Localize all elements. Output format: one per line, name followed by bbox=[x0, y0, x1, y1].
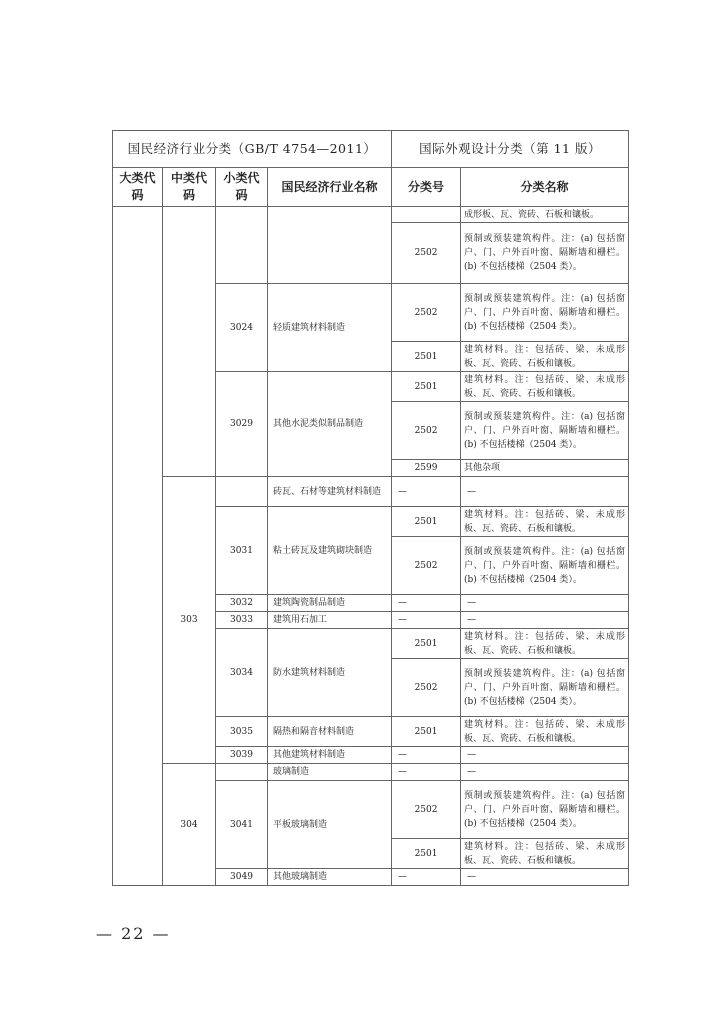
industry-name-cell: 平板玻璃制造 bbox=[268, 781, 392, 869]
class-no-cell: — bbox=[392, 477, 461, 507]
industry-name-cell: 玻璃制造 bbox=[268, 764, 392, 781]
class-no-cell: 2501 bbox=[392, 717, 461, 747]
industry-name-cell: 轻质建筑材料制造 bbox=[268, 284, 392, 372]
class-no-cell: 2502 bbox=[392, 781, 461, 839]
class-no-cell: — bbox=[392, 869, 461, 886]
class-name-cell: 预制或预装建筑构件。注：(a) 包括窗户、门、户外百叶窗、隔断墙和栅栏。(b) 不包括楼梯（2504 类）。 bbox=[461, 659, 629, 717]
column-header-row bbox=[113, 168, 629, 207]
page-number: — 22 — bbox=[96, 924, 171, 943]
class-no-cell: — bbox=[392, 595, 461, 612]
class-no-cell: 2501 bbox=[392, 839, 461, 869]
class-name-cell: 成形板、瓦、瓷砖、石板和镶板。 bbox=[461, 207, 629, 223]
industry-name-cell: 其他水泥类似制品制造 bbox=[268, 372, 392, 477]
minor-code-cell: 3049 bbox=[216, 869, 268, 886]
table-row bbox=[113, 764, 629, 781]
class-name-cell: — bbox=[461, 595, 629, 612]
industry-name-cell: 其他玻璃制造 bbox=[268, 869, 392, 886]
class-no-cell: 2502 bbox=[392, 223, 461, 284]
class-no-cell: 2502 bbox=[392, 659, 461, 717]
col-major-code-header: 大类代码 bbox=[113, 168, 163, 207]
minor-code-cell: 3031 bbox=[216, 507, 268, 595]
industry-name-cell: 隔热和隔音材料制造 bbox=[268, 717, 392, 747]
class-no-cell bbox=[392, 207, 461, 223]
minor-code-cell bbox=[216, 477, 268, 507]
class-name-cell: — bbox=[461, 477, 629, 507]
industry-name-cell bbox=[268, 207, 392, 284]
class-name-cell: — bbox=[461, 764, 629, 781]
class-name-cell: 建筑材料。注：包括砖、梁、未成形板、瓦、瓷砖、石板和镶板。 bbox=[461, 507, 629, 537]
col-minor-code-header: 小类代码 bbox=[216, 168, 268, 207]
class-name-cell: 其他杂项 bbox=[461, 460, 629, 477]
class-no-cell: — bbox=[392, 747, 461, 764]
middle-code-cell bbox=[163, 207, 216, 477]
col-class-name-header: 分类名称 bbox=[461, 168, 629, 207]
right-section-title: 国际外观设计分类（第 11 版） bbox=[392, 131, 629, 168]
class-no-cell: 2502 bbox=[392, 402, 461, 460]
middle-code-cell: 303 bbox=[163, 477, 216, 764]
table-row bbox=[113, 477, 629, 507]
class-name-cell: 预制或预装建筑构件。注：(a) 包括窗户、门、户外百叶窗、隔断墙和栅栏。(b) 不包括楼梯（2504 类）。 bbox=[461, 781, 629, 839]
class-name-cell: 建筑材料。注：包括砖、梁、未成形板、瓦、瓷砖、石板和镶板。 bbox=[461, 839, 629, 869]
class-name-cell: — bbox=[461, 612, 629, 629]
classification-table bbox=[112, 130, 629, 886]
minor-code-cell bbox=[216, 764, 268, 781]
class-name-cell: 建筑材料。注：包括砖、梁、未成形板、瓦、瓷砖、石板和镶板。 bbox=[461, 372, 629, 402]
class-name-cell: — bbox=[461, 869, 629, 886]
class-no-cell: — bbox=[392, 764, 461, 781]
minor-code-cell: 3039 bbox=[216, 747, 268, 764]
class-no-cell: 2501 bbox=[392, 342, 461, 372]
minor-code-cell bbox=[216, 207, 268, 284]
industry-name-cell: 粘土砖瓦及建筑砌块制造 bbox=[268, 507, 392, 595]
industry-name-cell: 防水建筑材料制造 bbox=[268, 629, 392, 717]
industry-name-cell: 其他建筑材料制造 bbox=[268, 747, 392, 764]
minor-code-cell: 3032 bbox=[216, 595, 268, 612]
class-name-cell: 建筑材料。注：包括砖、梁、未成形板、瓦、瓷砖、石板和镶板。 bbox=[461, 629, 629, 659]
left-section-title: 国民经济行业分类（GB/T 4754—2011） bbox=[113, 131, 392, 168]
industry-name-cell: 砖瓦、石材等建筑材料制造 bbox=[268, 477, 392, 507]
class-no-cell: 2599 bbox=[392, 460, 461, 477]
class-name-cell: 预制或预装建筑构件。注：(a) 包括窗户、门、户外百叶窗、隔断墙和栅栏。(b) 不包括楼梯（2504 类）。 bbox=[461, 537, 629, 595]
col-industry-name-header: 国民经济行业名称 bbox=[268, 168, 392, 207]
minor-code-cell: 3024 bbox=[216, 284, 268, 372]
class-no-cell: 2501 bbox=[392, 372, 461, 402]
class-name-cell: 预制或预装建筑构件。注：(a) 包括窗户、门、户外百叶窗、隔断墙和栅栏。(b) 不包括楼梯（2504 类）。 bbox=[461, 402, 629, 460]
class-no-cell: 2502 bbox=[392, 537, 461, 595]
minor-code-cell: 3035 bbox=[216, 717, 268, 747]
class-name-cell: 建筑材料。注：包括砖、梁、未成形板、瓦、瓷砖、石板和镶板。 bbox=[461, 717, 629, 747]
col-middle-code-header: 中类代码 bbox=[163, 168, 216, 207]
middle-code-cell: 304 bbox=[163, 764, 216, 886]
class-name-cell: 预制或预装建筑构件。注：(a) 包括窗户、门、户外百叶窗、隔断墙和栅栏。(b) 不包括楼梯（2504 类）。 bbox=[461, 284, 629, 342]
col-class-no-header: 分类号 bbox=[392, 168, 461, 207]
class-no-cell: 2502 bbox=[392, 284, 461, 342]
class-no-cell: 2501 bbox=[392, 507, 461, 537]
minor-code-cell: 3041 bbox=[216, 781, 268, 869]
major-code-cell bbox=[113, 207, 163, 886]
industry-name-cell: 建筑用石加工 bbox=[268, 612, 392, 629]
class-name-cell: 建筑材料。注：包括砖、梁、未成形板、瓦、瓷砖、石板和镶板。 bbox=[461, 342, 629, 372]
class-no-cell: 2501 bbox=[392, 629, 461, 659]
table-row bbox=[113, 207, 629, 223]
minor-code-cell: 3034 bbox=[216, 629, 268, 717]
table-header-row bbox=[113, 131, 629, 168]
minor-code-cell: 3033 bbox=[216, 612, 268, 629]
class-name-cell: 预制或预装建筑构件。注：(a) 包括窗户、门、户外百叶窗、隔断墙和栅栏。(b) 不包括楼梯（2504 类）。 bbox=[461, 223, 629, 284]
class-no-cell: — bbox=[392, 612, 461, 629]
class-name-cell: — bbox=[461, 747, 629, 764]
industry-name-cell: 建筑陶瓷制品制造 bbox=[268, 595, 392, 612]
minor-code-cell: 3029 bbox=[216, 372, 268, 477]
